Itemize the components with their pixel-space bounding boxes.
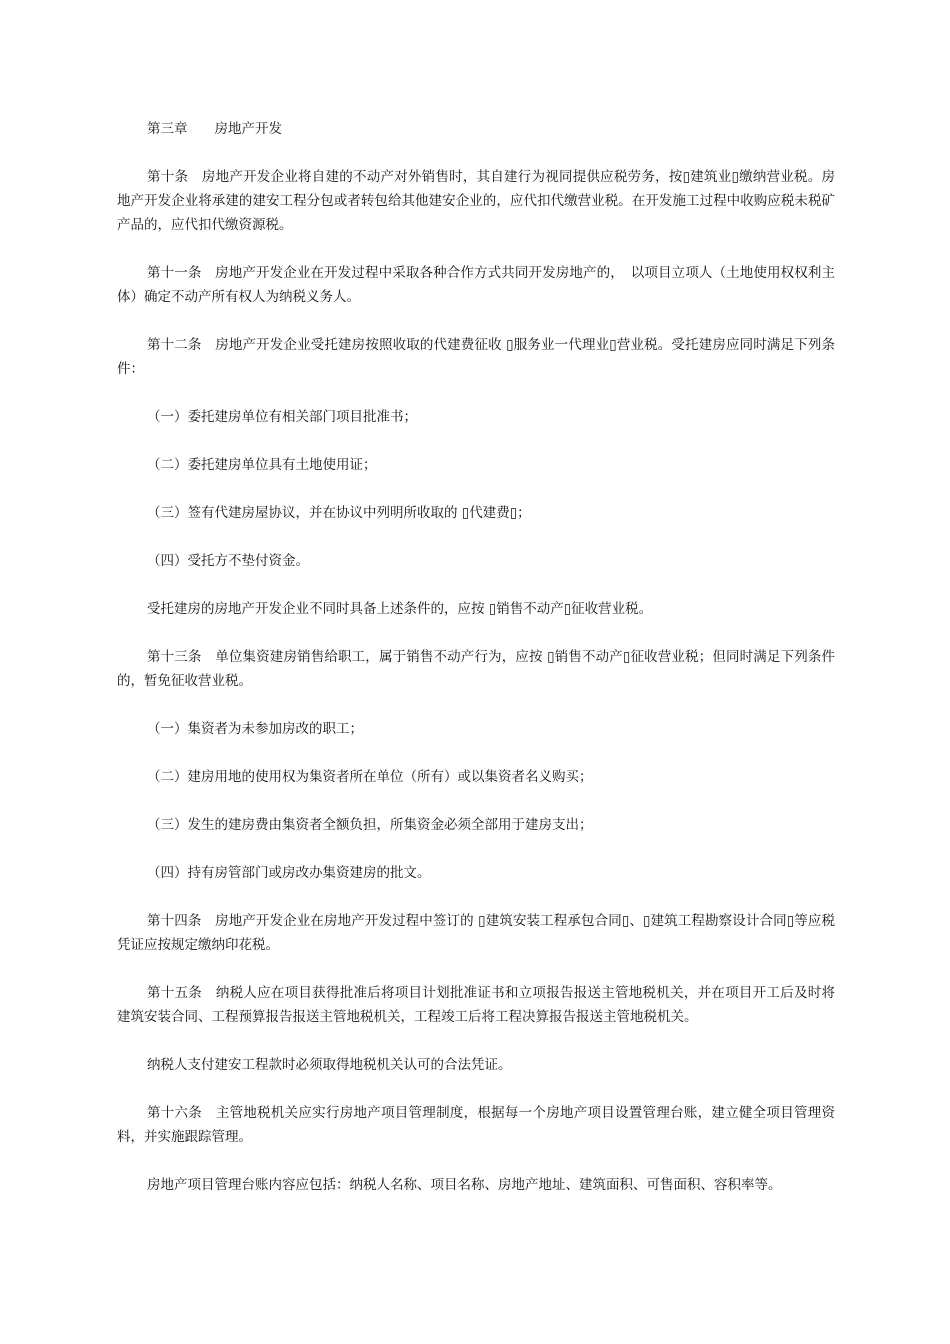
article-13: 第十三条 单位集资建房销售给职工，属于销售不动产行为，应按 ▯销售不动产▯征收营业税；但同时满足下列条件的，暂免征收营业税。	[117, 649, 835, 689]
article-15: 第十五条 纳税人应在项目获得批准后将项目计划批准证书和立项报告报送主管地税机关，并在项目开工后及时将建筑安装合同、工程预算报告报送主管地税机关，工程竣工后将工程决算报告报送主管地税机关。	[117, 985, 835, 1025]
article-12-item-4: （四）受托方不垫付资金。	[147, 553, 309, 569]
article-12: 第十二条 房地产开发企业受托建房按照收取的代建费征收 ▯服务业一代理业▯营业税。受托建房应同时满足下列条件：	[117, 337, 835, 377]
article-12-note: 受托建房的房地产开发企业不同时具备上述条件的，应按 ▯销售不动产▯征收营业税。	[147, 601, 653, 617]
article-11: 第十一条 房地产开发企业在开发过程中采取各种合作方式共同开发房地产的， 以项目立项人（土地使用权权利主体）确定不动产所有权人为纳税义务人。	[117, 265, 835, 305]
article-13-item-4: （四）持有房管部门或房改办集资建房的批文。	[147, 865, 431, 881]
article-10: 第十条 房地产开发企业将自建的不动产对外销售时，其自建行为视同提供应税劳务，按▯建筑业▯缴纳营业税。房地产开发企业将承建的建安工程分包或者转包给其他建安企业的，应代扣代缴营业税。在开发施工过程中收购应税未税矿产品的，应代扣代缴资源税。	[117, 169, 835, 233]
article-12-item-3: （三）签有代建房屋协议，并在协议中列明所收取的 ▯代建费▯；	[147, 505, 531, 521]
article-16-note: 房地产项目管理台账内容应包括：纳税人名称、项目名称、房地产地址、建筑面积、可售面积、容积率等。	[147, 1177, 782, 1193]
article-13-item-2: （二）建房用地的使用权为集资者所在单位（所有）或以集资者名义购买；	[147, 769, 593, 785]
article-15-note: 纳税人支付建安工程款时必须取得地税机关认可的合法凭证。	[147, 1057, 512, 1073]
article-13-item-3: （三）发生的建房费由集资者全额负担，所集资金必须全部用于建房支出；	[147, 817, 593, 833]
article-16: 第十六条 主管地税机关应实行房地产项目管理制度，根据每一个房地产项目设置管理台账，建立健全项目管理资料，并实施跟踪管理。	[117, 1105, 835, 1145]
article-13-item-1: （一）集资者为未参加房改的职工；	[147, 721, 363, 737]
article-12-item-2: （二）委托建房单位具有土地使用证；	[147, 457, 377, 473]
article-14: 第十四条 房地产开发企业在房地产开发过程中签订的 ▯建筑安装工程承包合同▯、▯建筑工程勘察设计合同▯等应税凭证应按规定缴纳印花税。	[117, 913, 835, 953]
article-12-item-1: （一）委托建房单位有相关部门项目批准书；	[147, 409, 417, 425]
chapter-heading: 第三章 房地产开发	[147, 121, 282, 137]
